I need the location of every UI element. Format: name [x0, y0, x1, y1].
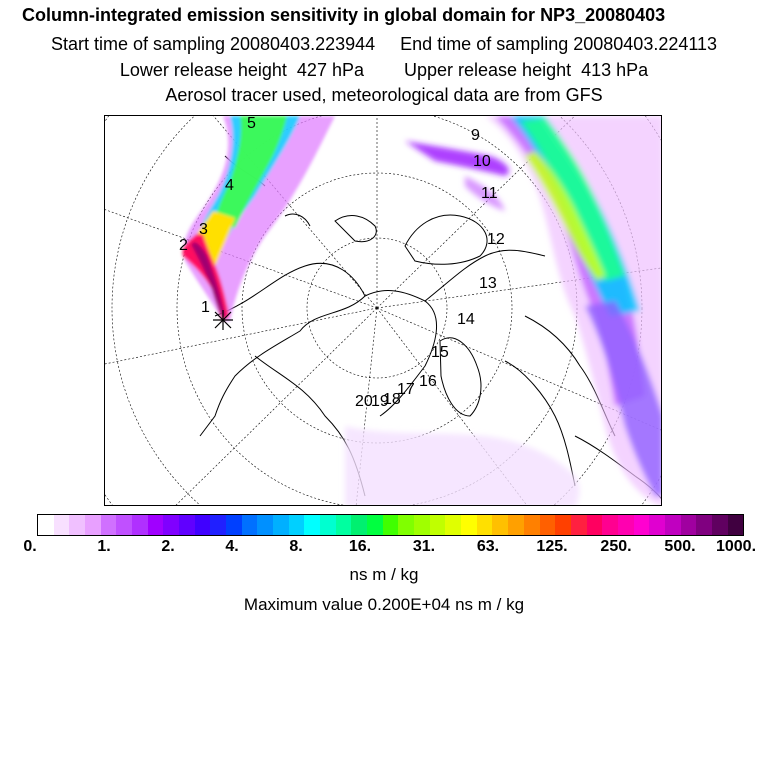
day-label: 18: [383, 391, 401, 408]
colorbar-segment: [602, 515, 618, 535]
colorbar-segment: [242, 515, 258, 535]
colorbar-segment: [492, 515, 508, 535]
colorbar-segment: [461, 515, 477, 535]
day-label: 20: [355, 393, 373, 410]
emission-sensitivity-map: [104, 115, 662, 506]
colorbar-segment: [367, 515, 383, 535]
plume-east: [345, 116, 662, 506]
day-label: 5: [247, 116, 256, 132]
colorbar-segment: [728, 515, 744, 535]
colorbar-segment: [383, 515, 399, 535]
colorbar-segment: [273, 515, 289, 535]
colorbar-segment: [712, 515, 728, 535]
day-label: 17: [397, 381, 415, 398]
colorbar-segment: [226, 515, 242, 535]
colorbar-tick-labels: [0, 538, 768, 560]
map-canvas: [105, 116, 662, 506]
colorbar-segment: [257, 515, 273, 535]
day-label: 2: [179, 237, 188, 254]
colorbar-segment: [398, 515, 414, 535]
colorbar-tick-label: 16.: [348, 538, 372, 555]
colorbar-segment: [634, 515, 650, 535]
colorbar-segment: [304, 515, 320, 535]
colorbar-segment: [179, 515, 195, 535]
colorbar-tick-label: 8.: [289, 538, 303, 555]
colorbar-segment: [477, 515, 493, 535]
colorbar-segment: [430, 515, 446, 535]
colorbar-segment: [132, 515, 148, 535]
colorbar-segment: [54, 515, 70, 535]
day-label: 16: [419, 373, 437, 390]
day-label: 19: [371, 393, 389, 410]
colorbar-segment: [681, 515, 697, 535]
colorbar-tick-label: 1.: [97, 538, 111, 555]
colorbar-tick-label: 250.: [600, 538, 632, 555]
star-icon: [213, 310, 233, 330]
colorbar-tick-label: 4.: [225, 538, 239, 555]
colorbar-segment: [148, 515, 164, 535]
colorbar-tick-label: 2.: [161, 538, 175, 555]
colorbar-tick-label: 0.: [23, 538, 37, 555]
tracer-info: Aerosol tracer used, meteorological data are from GFS: [165, 85, 603, 105]
colorbar-tick-label: 31.: [412, 538, 436, 555]
colorbar-segment: [38, 515, 54, 535]
maximum-value: Maximum value 0.200E+04 ns m / kg: [243, 595, 525, 614]
colorbar-segment: [336, 515, 352, 535]
day-label: 15: [431, 344, 449, 361]
colorbar-segment: [618, 515, 634, 535]
colorbar-segment: [555, 515, 571, 535]
colorbar-segment: [524, 515, 540, 535]
day-label: 11: [481, 185, 498, 202]
colorbar-segment: [649, 515, 665, 535]
plot-title: Column-integrated emission sensitivity in global domain for NP3_20080403: [22, 5, 666, 25]
sampling-times: Start time of sampling 20080403.223944 End time of sampling 20080403.224113: [50, 34, 718, 54]
colorbar-segment: [587, 515, 603, 535]
release-heights: Lower release height 427 hPa Upper release height 413 hPa: [119, 60, 649, 80]
colorbar-segment: [665, 515, 681, 535]
colorbar-segment: [351, 515, 367, 535]
day-label: 13: [479, 275, 497, 292]
colorbar-segment: [116, 515, 132, 535]
day-label: 1: [201, 299, 210, 316]
colorbar-segment: [445, 515, 461, 535]
colorbar-segment: [85, 515, 101, 535]
colorbar-segment: [289, 515, 305, 535]
colorbar-segment: [414, 515, 430, 535]
day-label: 9: [471, 127, 480, 144]
colorbar-segment: [195, 515, 211, 535]
colorbar-tick-label: 125.: [536, 538, 568, 555]
colorbar-segment: [571, 515, 587, 535]
colorbar-tick-label: 63.: [476, 538, 500, 555]
colorbar-tick-label: 500.: [664, 538, 696, 555]
day-label: 12: [487, 231, 505, 248]
colorbar-tick-label: 1000.: [715, 538, 757, 555]
day-label: 3: [199, 221, 208, 238]
colorbar-segment: [696, 515, 712, 535]
colorbar-segment: [320, 515, 336, 535]
day-label: 4: [225, 177, 234, 194]
plume-west: [183, 116, 335, 321]
colorbar: [37, 514, 744, 536]
colorbar-segment: [163, 515, 179, 535]
colorbar-segment: [101, 515, 117, 535]
day-label: 10: [473, 153, 491, 170]
colorbar-segment: [69, 515, 85, 535]
colorbar-segment: [210, 515, 226, 535]
day-label: 14: [457, 311, 475, 328]
colorbar-segment: [540, 515, 556, 535]
colorbar-units: ns m / kg: [349, 565, 419, 584]
colorbar-segment: [508, 515, 524, 535]
